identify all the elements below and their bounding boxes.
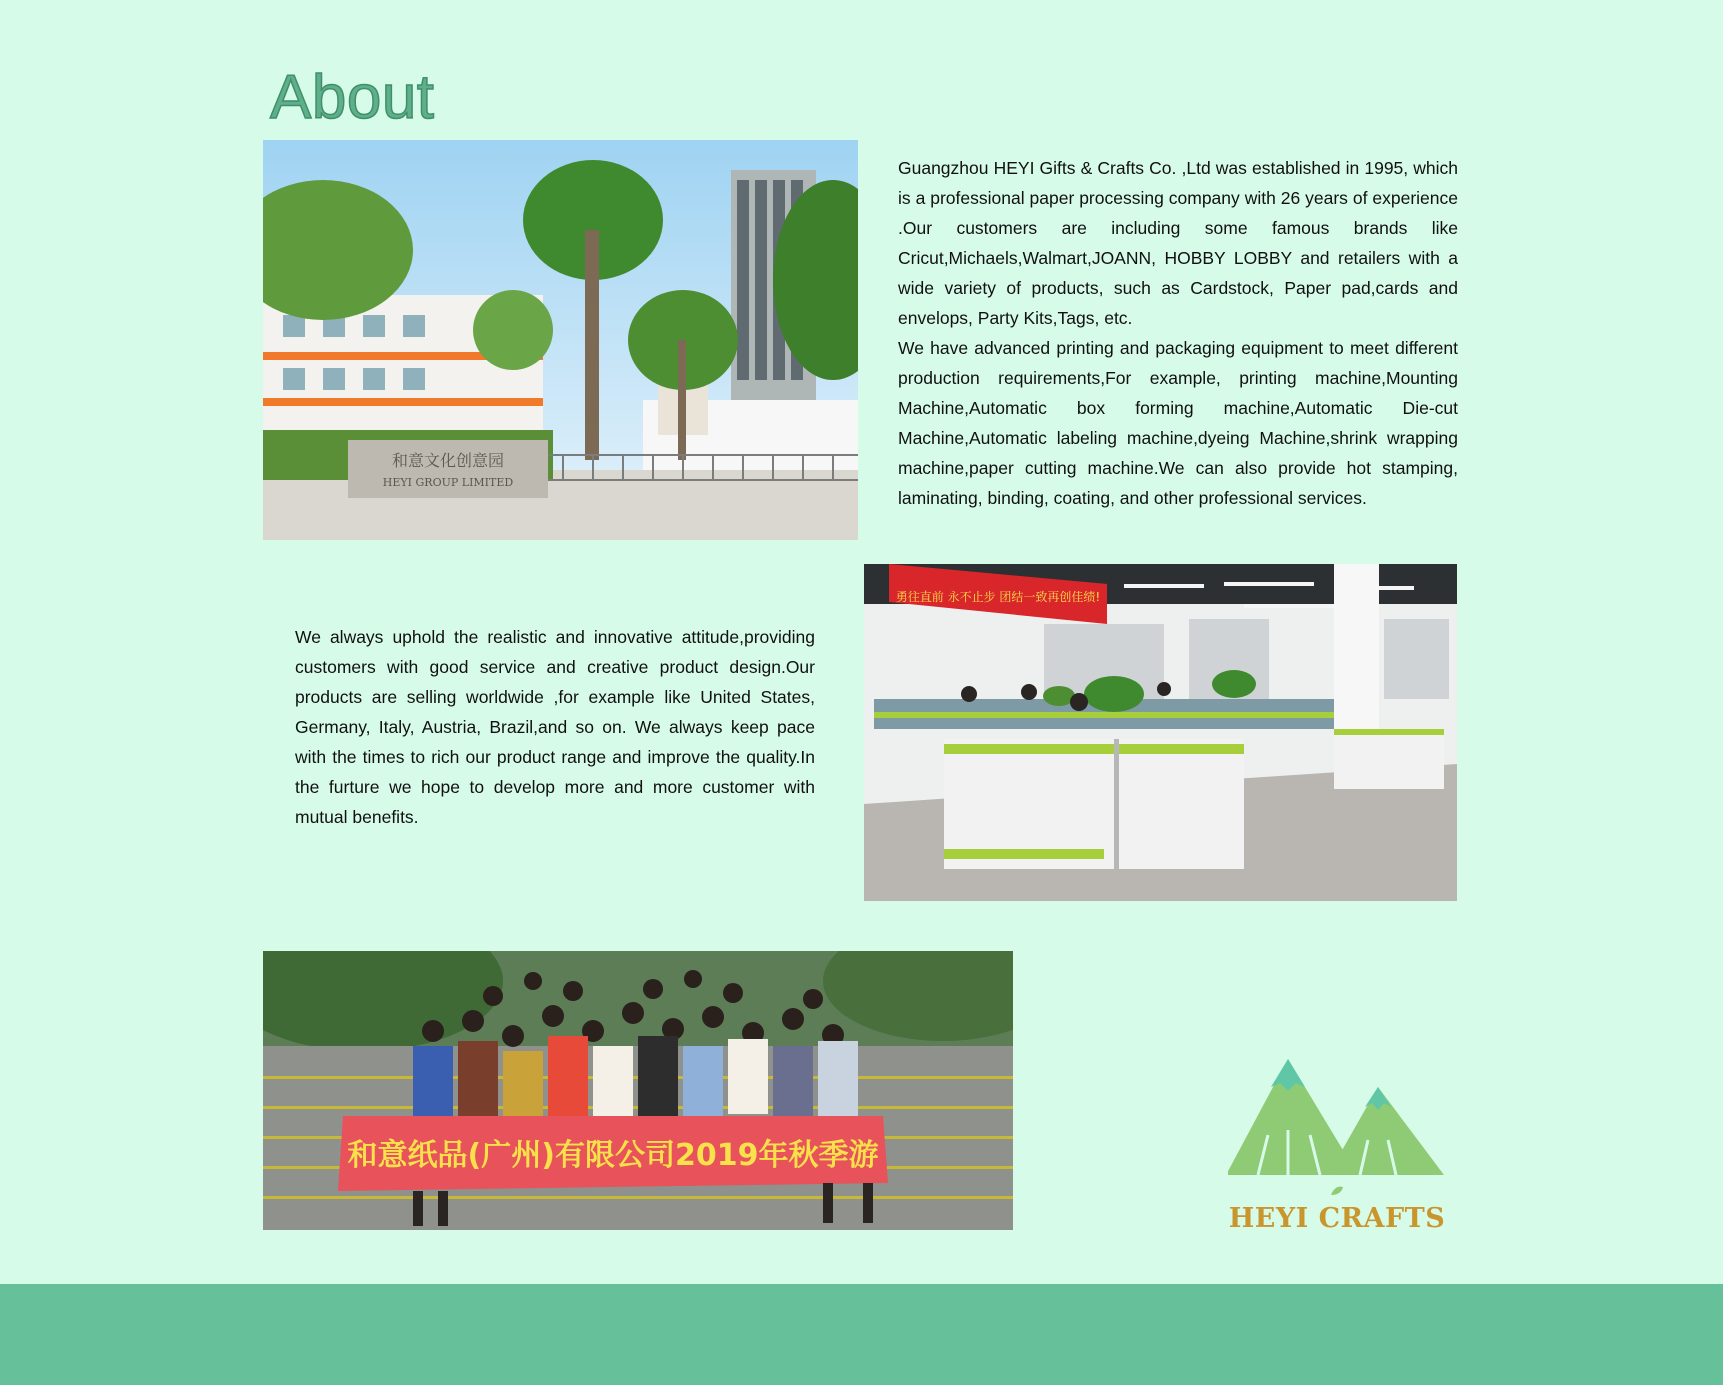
footer-band (0, 1284, 1723, 1385)
outing-banner-text: 和意纸品(广州)有限公司2019年秋季游 (347, 1138, 879, 1173)
company-values-text: We always uphold the realistic and innovative attitude,providing customers with good service and creative product design.Our products are selling worldwide ,for example like United States, Germany, Italy, Austria, Brazil,and so on. We always keep pace with the times to rich our product range and improve the quality.In the furture we hope to develop more and more customer with mutual benefits. (295, 627, 815, 827)
company-building-photo (263, 140, 858, 540)
team-outing-photo (263, 951, 1013, 1230)
heyi-crafts-logo (1228, 1055, 1446, 1235)
building-sign-chinese: 和意文化创意园 (391, 451, 505, 470)
company-intro-text: Guangzhou HEYI Gifts & Crafts Co. ,Ltd was established in 1995, which is a professional paper processing company with 26 years of experience .Our customers are including some famous brands like Cricut,Michaels,Walmart,JOANN, HOBBY LOBBY and retailers with a wide variety of products, such as Cardstock, Paper pad,cards and envelops, Party Kits,Tags, etc. We have advanced printing and packaging equipment to meet different production requirements,For example, printing machine,Mounting Machine,Automatic box forming machine,Automatic Die-cut Machine,Automatic labeling machine,dyeing Machine,shrink wrapping machine,paper cutting machine.We can also provide hot stamping, laminating, binding, coating, and other professional services. (898, 158, 1458, 508)
page-title: About (270, 63, 435, 132)
office-photo (864, 564, 1457, 901)
building-sign-english: HEYI GROUP LIMITED (382, 476, 514, 489)
office-banner-text: 勇往直前 永不止步 团结一致再创佳绩! (895, 590, 1101, 604)
logo-text: HEYI CRAFTS (1228, 1203, 1446, 1234)
